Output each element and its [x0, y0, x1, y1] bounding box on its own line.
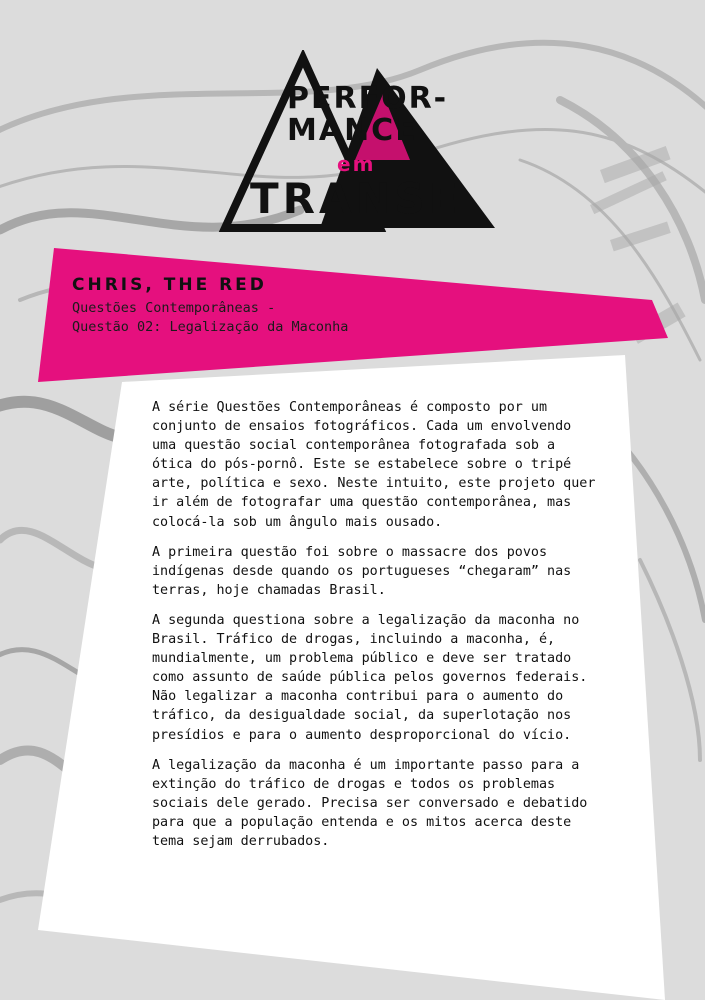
logo-line-3: em [337, 152, 376, 176]
paragraph-3: A segunda questiona sobre a legalização da maconha no Brasil. Tráfico de drogas, incluindo a maconha, é, mundialmente, um problema público e deve ser tratado como assunto de saúde pública pelos governos federais. Não legalizar a maconha contribui para o aumento do tráfico, da desigualdade social, da superlotação nos presídios e para o aumento desproporcional do vício. [152, 612, 588, 743]
logo-line-2: MANCE [287, 113, 418, 148]
author-name: CHRIS, THE RED [72, 275, 267, 295]
article-body [152, 398, 602, 862]
paragraph-4: A legalização da maconha é um importante passo para a extinção do tráfico de drogas e todos os problemas sociais dele gerado. Precisa ser conversado e debatido para que a população entenda e os mitos acerca deste tema sejam derrubados. [152, 757, 588, 849]
banner-header [72, 275, 348, 337]
performance-em-transe-logo [205, 50, 500, 240]
logo-line-1: PERFOR- [287, 81, 449, 116]
question-subtitle: Questão 02: Legalização da Maconha [72, 319, 349, 335]
paragraph-1: A série Questões Contemporâneas é composto por um conjunto de ensaios fotográficos. Cada um envolvendo uma questão social contemporânea fotografada sob a ótica do pós-pornô. Este se estabelece sobre o tripé arte, política e sexo. Neste intuito, este projeto quer ir além de fotografar uma questão contemporânea, mas colocá-la sob um ângulo mais ousado. [152, 400, 596, 530]
series-subtitle: Questões Contemporâneas - [72, 300, 276, 316]
paragraph-2: A primeira questão foi sobre o massacre dos povos indígenas desde quando os portugueses “chegaram” nas terras, hoje chamadas Brasil. [152, 544, 572, 598]
logo-line-4: TRANSE [250, 174, 462, 223]
